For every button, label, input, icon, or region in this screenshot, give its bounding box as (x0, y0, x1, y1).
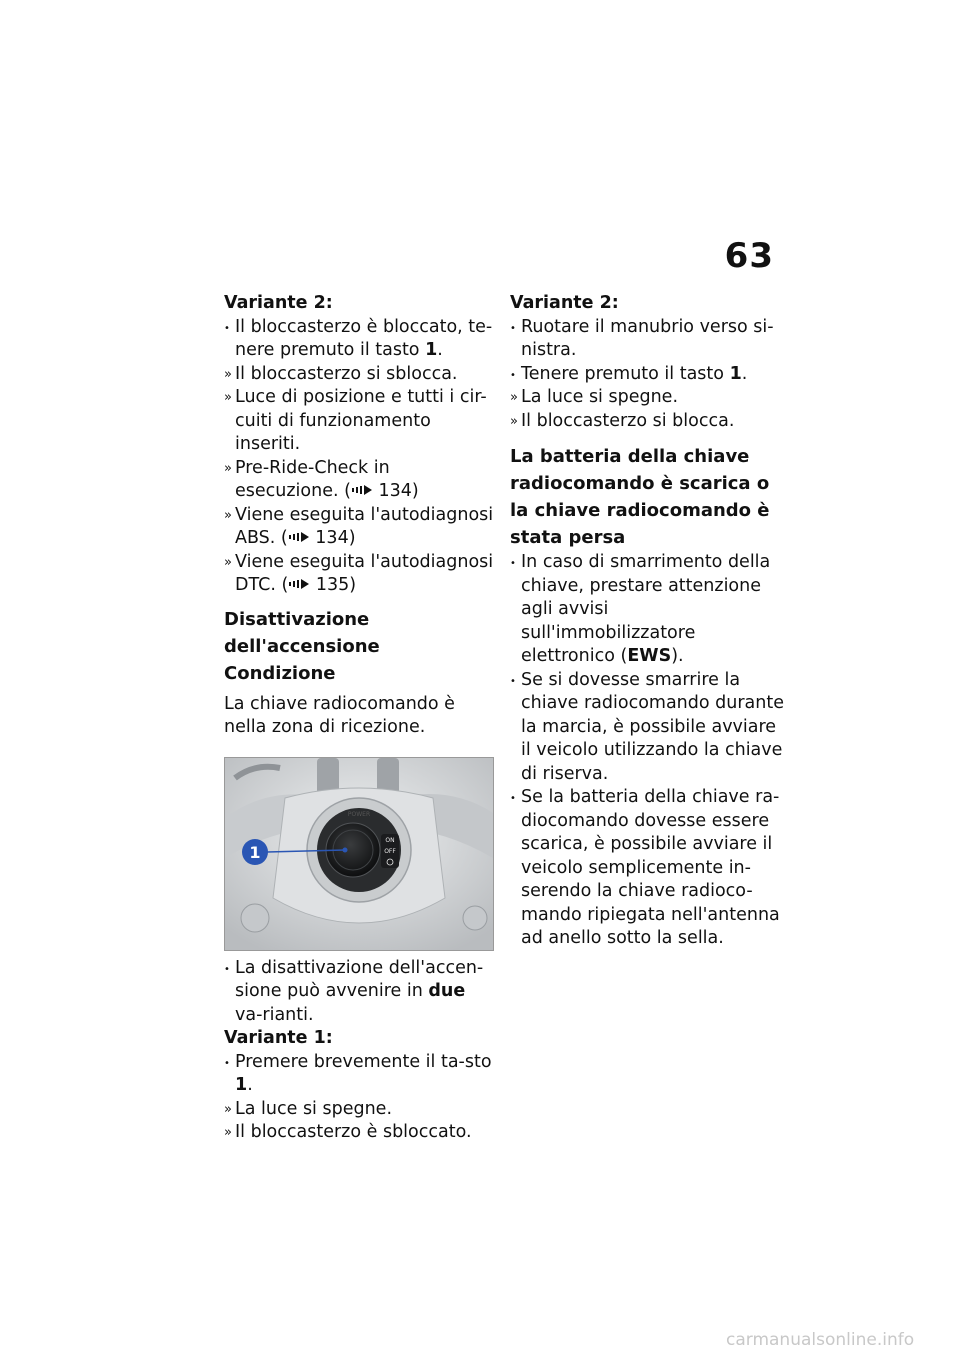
result-arrow-icon: » (510, 390, 518, 405)
step-text: Premere brevemente il ta-sto 1. (235, 1051, 492, 1095)
page-reference[interactable]: 134 (309, 528, 349, 548)
emphasis: 1 (425, 340, 438, 360)
result-arrow-icon: » (224, 1125, 232, 1140)
step-text: La luce si spegne. (235, 1098, 393, 1119)
bullet-icon: • (510, 675, 516, 687)
result-step (510, 410, 786, 434)
emphasis: 1 (235, 1075, 248, 1095)
power-label: POWER (347, 810, 371, 818)
bullet-icon: • (510, 369, 516, 381)
bullet-icon: • (224, 963, 230, 975)
emphasis: EWS (627, 646, 672, 666)
result-arrow-icon: » (224, 1101, 232, 1117)
instruction-step (510, 669, 786, 787)
instruction-step (510, 786, 786, 951)
on-label: ON (385, 836, 395, 844)
result-arrow-icon: » (510, 413, 518, 429)
step-text: La luce si spegne. (521, 387, 679, 407)
condition-heading: Condizione (224, 662, 336, 684)
step-text: Il bloccasterzo è bloccato, te-nere premuto il tasto 1. (235, 316, 493, 360)
instruction-step (224, 316, 494, 363)
step-text: Se la batteria della chiave ra-diocomando dovesse essere scarica, è possibile avviare il veicolo semplicemente in-serendo la chiave radioco-mando ripiegata nell'antenna ad anello sotto la sella. (521, 787, 780, 948)
watermark: carmanualsonline.info (726, 1330, 915, 1350)
result-arrow-icon: » (224, 554, 232, 570)
instruction-step (510, 363, 786, 387)
result-step (510, 386, 786, 410)
result-step (224, 457, 494, 504)
ignition-button-figure (224, 757, 494, 951)
page-reference[interactable]: 134 (372, 481, 412, 501)
bullet-icon: • (510, 558, 516, 569)
handlebar-illustration (225, 758, 493, 950)
page-reference-icon (351, 483, 373, 497)
result-step (224, 1121, 494, 1145)
page-reference-icon (288, 530, 310, 544)
step-text: Ruotare il manubrio verso si-nistra. (521, 316, 774, 360)
result-step (224, 504, 494, 551)
bullet-icon: • (510, 322, 516, 334)
variant-1-heading: Variante 1: (224, 1028, 333, 1048)
step-text: Il bloccasterzo è sbloccato. (235, 1122, 472, 1142)
bullet-icon: • (224, 322, 230, 334)
step-text: Viene eseguita l'autodiagnosi DTC. ( 135) (235, 551, 494, 595)
instruction-step (510, 551, 786, 669)
result-arrow-icon: » (224, 366, 232, 382)
step-text: Il bloccasterzo si sblocca. (235, 363, 458, 384)
result-step (224, 363, 494, 387)
emphasis: 1 (729, 363, 742, 384)
result-arrow-icon: » (224, 390, 232, 405)
instruction-step (224, 957, 494, 1028)
instruction-list (224, 1051, 494, 1145)
instruction-step (224, 1051, 494, 1098)
page-number: 63 (724, 236, 774, 276)
variant-2-heading: Variante 2: (510, 293, 619, 313)
step-text: Se si dovesse smarrire la chiave radiocomando durante la marcia, è possibile avviare il veicolo utilizzando la chiave di riserva. (521, 669, 784, 784)
page-reference-icon (288, 577, 310, 591)
left-column (224, 292, 494, 1145)
emphasis: due (428, 981, 466, 1001)
bullet-icon: • (224, 1057, 230, 1069)
step-text: Luce di posizione e tutti i cir-cuiti di funzionamento inseriti. (235, 387, 487, 454)
step-text: Viene eseguita l'autodiagnosi ABS. ( 134) (235, 504, 494, 548)
section-heading-ignition-off: Disattivazione dell'accensione (224, 608, 380, 657)
condition-text: La chiave radiocomando è nella zona di ricezione. (224, 693, 455, 737)
step-text: La disattivazione dell'accen-sione può avvenire in due va-rianti. (235, 957, 484, 1025)
step-text: Pre-Ride-Check in esecuzione. ( 134) (235, 457, 419, 501)
instruction-list (224, 957, 494, 1028)
step-text: Tenere premuto il tasto 1. (521, 363, 748, 384)
step-text: In caso di smarrimento della chiave, prestare attenzione agli avvisi sull'immobilizzatore elettronico (EWS). (521, 552, 771, 666)
variant-2-heading: Variante 2: (224, 293, 333, 313)
bullet-icon: • (510, 793, 516, 804)
right-column (510, 292, 786, 951)
off-label: OFF (384, 847, 396, 855)
result-arrow-icon: » (224, 507, 232, 523)
page-reference[interactable]: 135 (310, 575, 350, 595)
instruction-list (224, 316, 494, 598)
result-step (224, 386, 494, 457)
result-step (224, 1098, 494, 1122)
callout-number: 1 (249, 842, 261, 862)
battery-section-heading: La batteria della chiave radiocomando è scarica o la chiave radiocomando è stata persa (510, 446, 770, 548)
result-step (224, 551, 494, 598)
instruction-list (510, 316, 786, 434)
instruction-step (510, 316, 786, 363)
instruction-list (510, 551, 786, 951)
result-arrow-icon: » (224, 460, 232, 476)
step-text: Il bloccasterzo si blocca. (521, 410, 735, 431)
